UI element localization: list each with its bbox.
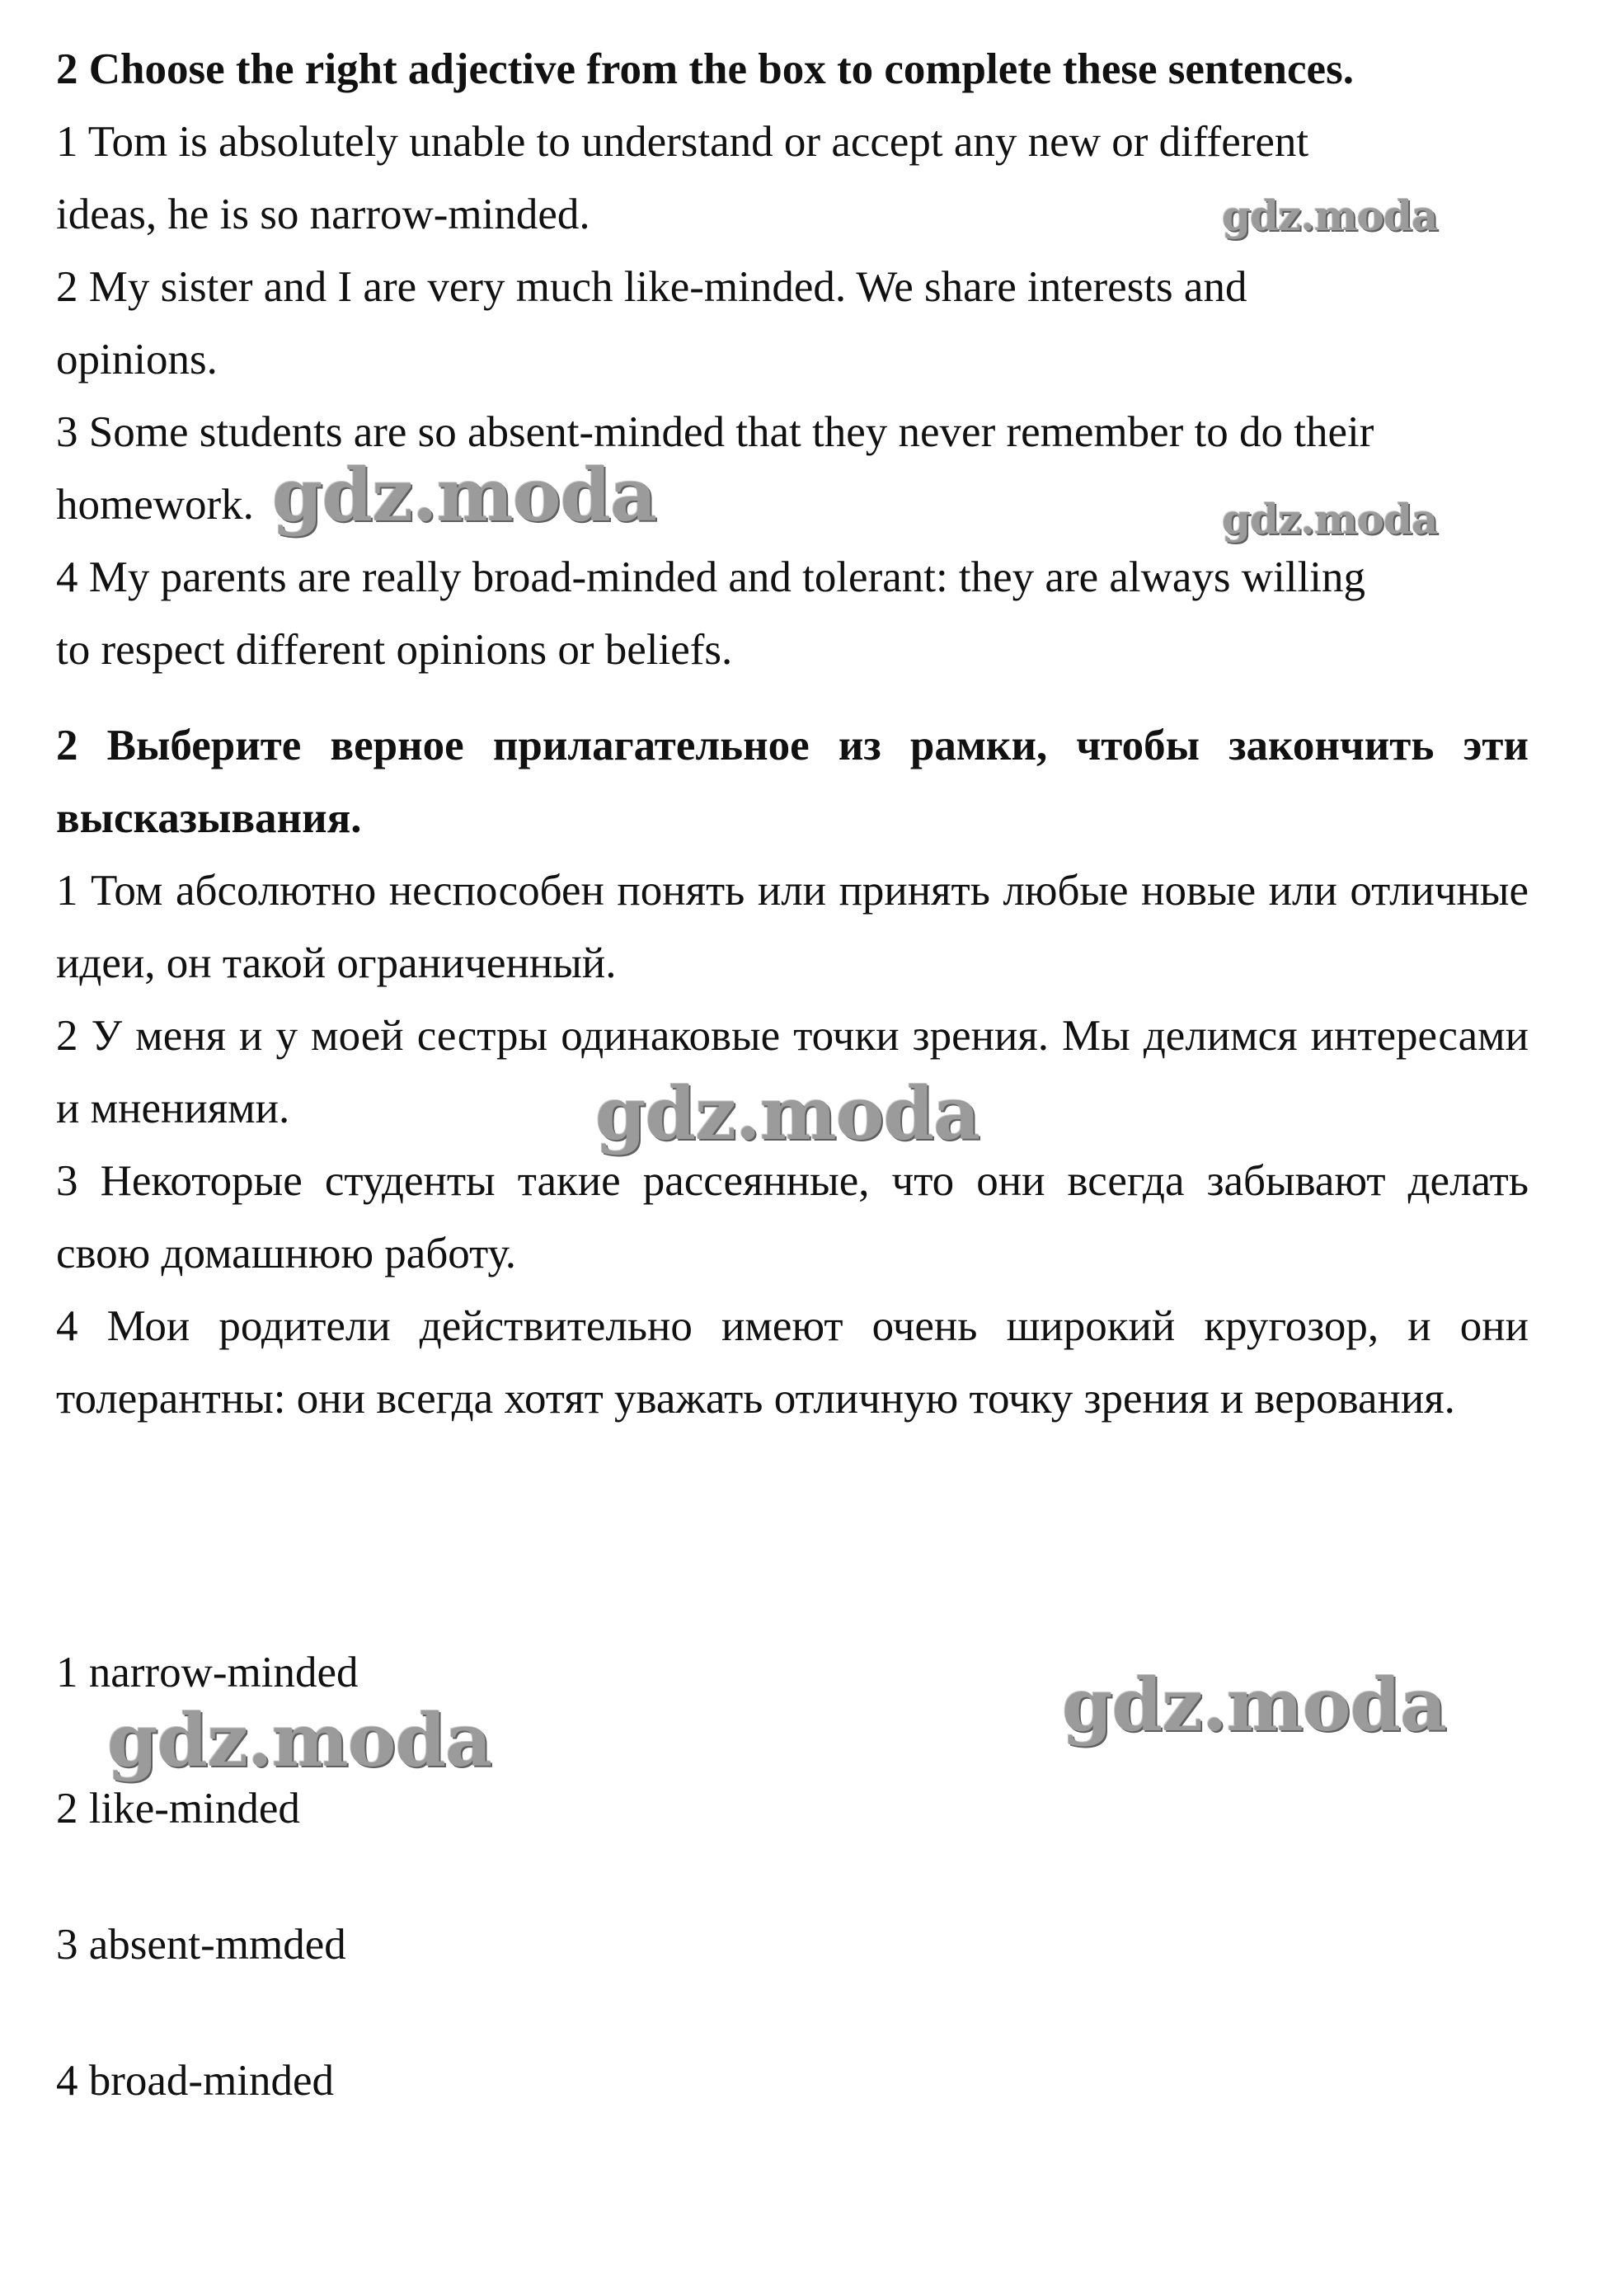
- answer-item: 4 broad-minded: [56, 2057, 335, 2105]
- english-heading: 2 Choose the right adjective from the box to complete these sentences.: [56, 45, 1354, 93]
- answer-item: 1 narrow-minded: [56, 1649, 359, 1696]
- english-line: 2 My sister and I are very much like-minded. We share interests and: [56, 263, 1247, 311]
- watermark-logo: gdz.moda: [272, 452, 657, 538]
- document-page: [56, 33, 1529, 1435]
- english-line: 4 My parents are really broad-minded and tolerant: they are always willing: [56, 553, 1365, 601]
- answer-item: 3 absent-mmded: [56, 1921, 346, 1969]
- english-line: ideas, he is so narrow-minded.: [56, 191, 590, 238]
- watermark-logo: gdz.moda: [595, 1070, 980, 1156]
- english-line: 1 Tom is absolutely unable to understand or accept any new or different: [56, 118, 1309, 166]
- english-section: [56, 33, 1529, 686]
- watermark-logo: gdz.moda: [1222, 495, 1438, 543]
- russian-item: 2 У меня и у моей сестры одинаковые точки зрения. Мы делимся интересами и мнениями.: [56, 1012, 1529, 1132]
- russian-item: 4 Мои родители действительно имеют очень широкий кругозор, и они толерантны: они всегда хотят уважать отличную точку зрения и верования.: [56, 1302, 1529, 1423]
- english-line: opinions.: [56, 336, 218, 383]
- russian-item: 3 Некоторые студенты такие рассеянные, что они всегда забывают делать свою домашнюю работу.: [56, 1157, 1529, 1277]
- russian-heading: 2 Выберите верное прилагательное из рамки, чтобы закончить эти высказывания.: [56, 722, 1529, 842]
- watermark-logo: gdz.moda: [107, 1697, 492, 1783]
- english-line: to respect different opinions or beliefs.: [56, 626, 733, 674]
- watermark-logo: gdz.moda: [1222, 191, 1438, 240]
- russian-item: 1 Том абсолютно неспособен понять или принять любые новые или отличные идеи, он такой ограниченный.: [56, 867, 1529, 987]
- watermark-logo: gdz.moda: [1062, 1662, 1447, 1748]
- answer-item: 2 like-minded: [56, 1785, 300, 1833]
- english-line: homework.: [56, 481, 254, 529]
- english-line: 3 Some students are so absent-minded that they never remember to do their: [56, 408, 1374, 456]
